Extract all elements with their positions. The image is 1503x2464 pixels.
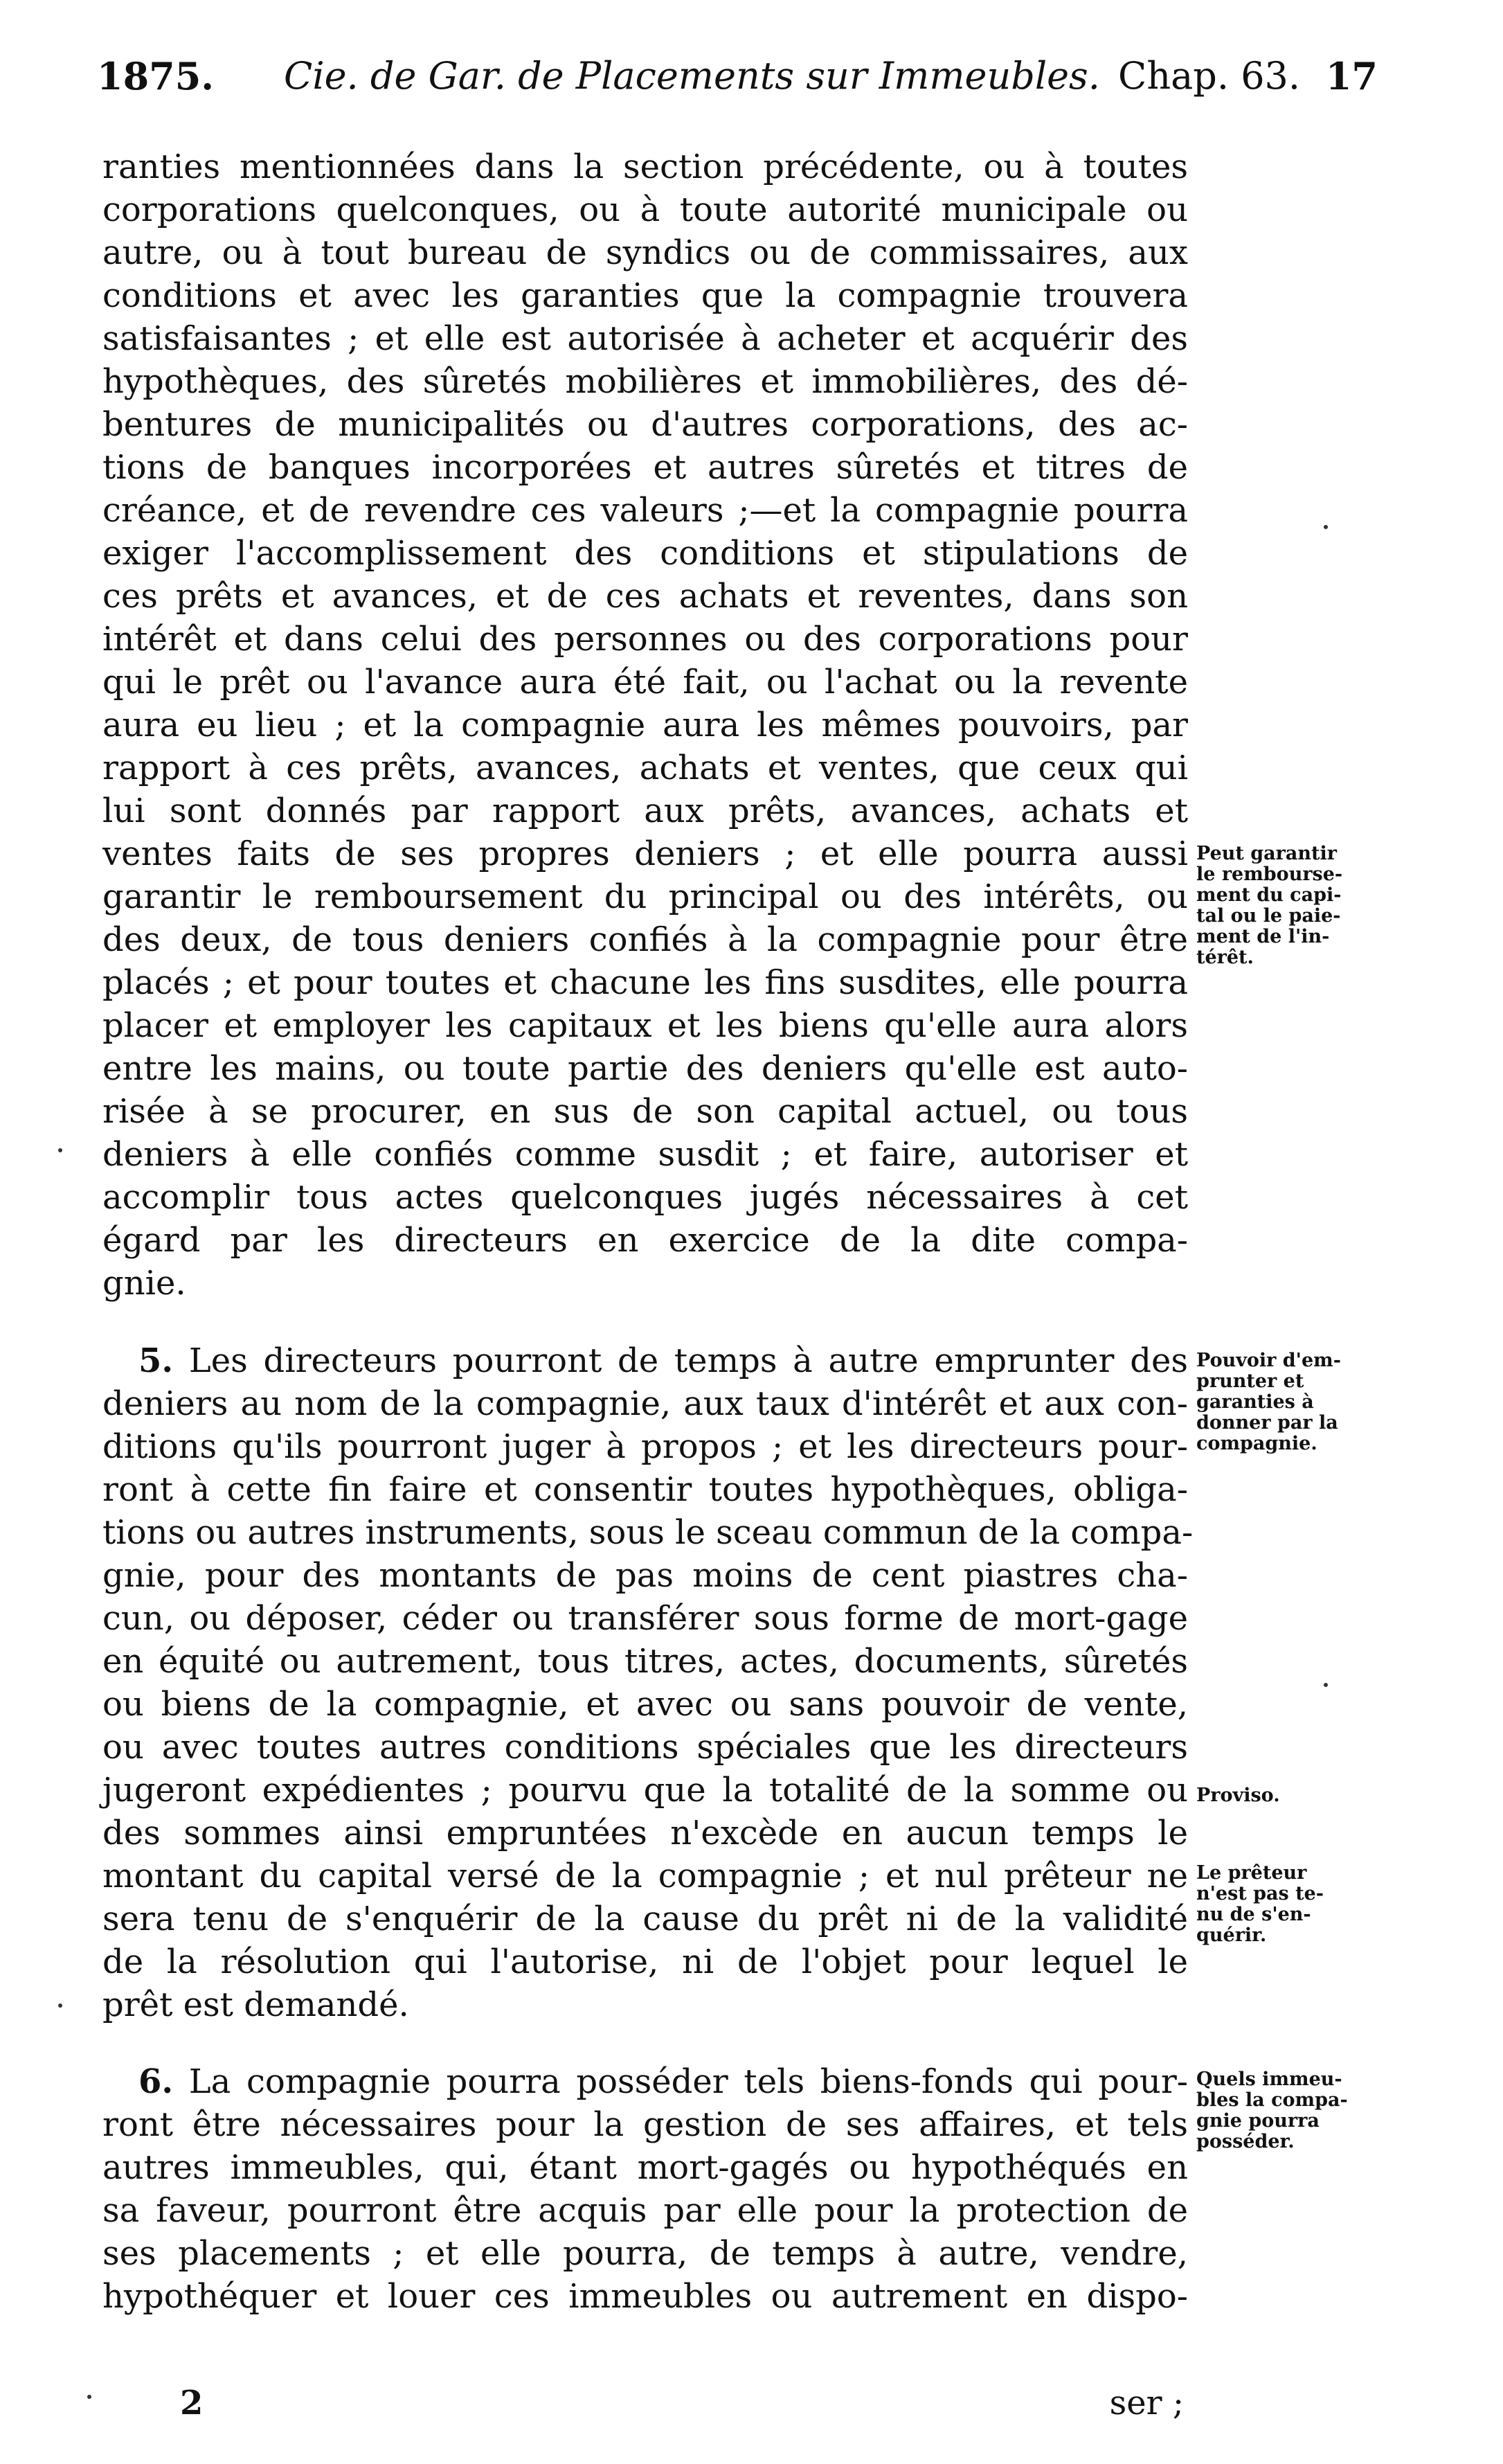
margin-note-line: compagnie. <box>1196 1433 1317 1454</box>
text-line: gnie, pour des montants de pas moins de cent piastres cha- <box>102 1556 1188 1595</box>
text-line: autre, ou à tout bureau de syndics ou de commissaires, aux <box>102 233 1188 272</box>
text-line: placés ; et pour toutes et chacune les fins susdites, elle pourra <box>102 963 1188 1002</box>
catchword: ser ; <box>1109 2384 1184 2422</box>
text-line: entre les mains, ou toute partie des deniers qu'elle est auto- <box>102 1049 1188 1088</box>
text-line: ces prêts et avances, et de ces achats et reventes, dans son <box>102 577 1188 616</box>
margin-note-line: quérir. <box>1196 1925 1267 1946</box>
margin-note-line: Pouvoir d'em- <box>1196 1350 1341 1371</box>
text-line: ront être nécessaires pour la gestion de ses affaires, et tels <box>102 2105 1188 2144</box>
text-line <box>138 1340 1188 1382</box>
margin-note-line: Quels immeu- <box>1196 2069 1342 2090</box>
page-number: 17 <box>1325 54 1378 98</box>
print-speck <box>1324 525 1328 529</box>
margin-note-line: ment de l'in- <box>1196 926 1330 947</box>
page-header <box>97 54 1378 123</box>
margin-note-proviso <box>1196 1785 1404 1806</box>
text-line: égard par les directeurs en exercice de la dite compa- <box>102 1221 1188 1260</box>
print-speck <box>87 2395 91 2399</box>
text-line: ou avec toutes autres conditions spéciales que les directeurs <box>102 1728 1188 1767</box>
margin-note-line: ment du capi- <box>1196 884 1342 906</box>
margin-note-immeubles <box>1196 2069 1404 2152</box>
text-line: jugeront expédientes ; pourvu que la totalité de la somme ou <box>102 1771 1188 1810</box>
text-line: tions de banques incorporées et autres sûretés et titres de <box>102 448 1188 487</box>
margin-note-preteur <box>1196 1863 1404 1946</box>
signature-mark: 2 <box>180 2384 204 2422</box>
text-line: placer et employer les capitaux et les biens qu'elle aura alors <box>102 1006 1188 1045</box>
margin-note-line: garanties à <box>1196 1391 1314 1413</box>
margin-note-garantir <box>1196 843 1404 968</box>
print-speck <box>1324 1683 1328 1687</box>
margin-note-line: gnie pourra <box>1196 2110 1320 2132</box>
margin-note-line: donner par la <box>1196 1412 1338 1434</box>
text-line: qui le prêt ou l'avance aura été fait, ou l'achat ou la revente <box>102 663 1188 702</box>
text-line: ventes faits de ses propres deniers ; et elle pourra aussi <box>102 834 1188 873</box>
text-line: conditions et avec les garanties que la compagnie trouvera <box>102 276 1188 315</box>
print-speck <box>58 1148 62 1152</box>
section-number: 6. <box>138 2062 174 2101</box>
text-line: exiger l'accomplissement des conditions et stipulations de <box>102 534 1188 573</box>
text-line: intérêt et dans celui des personnes ou des corporations pour <box>102 620 1188 659</box>
text-line: des deux, de tous deniers confiés à la compagnie pour être <box>102 920 1188 959</box>
text-line: corporations quelconques, ou à toute autorité municipale ou <box>102 190 1188 229</box>
text-line: en équité ou autrement, tous titres, actes, documents, sûretés <box>102 1642 1188 1681</box>
text-line: garantir le remboursement du principal ou des intérêts, ou <box>102 877 1188 916</box>
margin-note-line: posséder. <box>1196 2131 1295 2152</box>
text-line: de la résolution qui l'autorise, ni de l'objet pour lequel le <box>102 1943 1188 1981</box>
text-line: sa faveur, pourront être acquis par elle pour la protection de <box>102 2191 1188 2230</box>
text-line: des sommes ainsi empruntées n'excède en aucun temps le <box>102 1814 1188 1853</box>
text-line: cun, ou déposer, céder ou transférer sous forme de mort-gage <box>102 1599 1188 1638</box>
margin-note-line: Le prêteur <box>1196 1862 1307 1884</box>
text-line: sera tenu de s'enquérir de la cause du prêt ni de la validité <box>102 1900 1188 1938</box>
text-line: autres immeubles, qui, étant mort-gagés ou hypothéqués en <box>102 2148 1188 2187</box>
header-chapter: Chap. 63. <box>1118 54 1301 98</box>
text-line: ranties mentionnées dans la section précédente, ou à toutes <box>102 148 1188 186</box>
text-line: rapport à ces prêts, avances, achats et ventes, que ceux qui <box>102 749 1188 787</box>
text-line <box>138 2061 1188 2103</box>
text-line-content: Les directeurs pourront de temps à autre emprunter des <box>188 1341 1189 1380</box>
text-line: satisfaisantes ; et elle est autorisée à acheter et acquérir des <box>102 319 1188 358</box>
text-line: montant du capital versé de la compagnie ; et nul prêteur ne <box>102 1857 1188 1895</box>
header-title: Cie. de Gar. de Placements sur Immeubles. <box>284 54 1100 98</box>
margin-note-line: le rembourse- <box>1196 864 1343 885</box>
text-line: tions ou autres instruments, sous le sceau commun de la compa- <box>102 1513 1194 1552</box>
text-line-content: La compagnie pourra posséder tels biens-fonds qui pour- <box>188 2062 1188 2101</box>
margin-note-line: Peut garantir <box>1196 843 1337 864</box>
text-line: prêt est demandé. <box>102 1985 409 2024</box>
margin-note-line: tal ou le paie- <box>1196 905 1341 927</box>
margin-note-line: térêt. <box>1196 947 1254 968</box>
text-line: hypothéquer et louer ces immeubles ou autrement en dispo- <box>102 2277 1188 2316</box>
text-line: deniers au nom de la compagnie, aux taux d'intérêt et aux con- <box>102 1384 1188 1423</box>
margin-note-line: nu de s'en- <box>1196 1904 1311 1925</box>
margin-note-line: n'est pas te- <box>1196 1883 1324 1904</box>
text-line: hypothèques, des sûretés mobilières et immobilières, des dé- <box>102 362 1188 401</box>
header-year: 1875. <box>97 54 215 98</box>
margin-note-emprunter <box>1196 1350 1404 1454</box>
text-line: créance, et de revendre ces valeurs ;—et la compagnie pourra <box>102 491 1188 530</box>
page-footer <box>180 2384 1184 2432</box>
print-speck <box>58 2003 62 2008</box>
text-line: gnie. <box>102 1264 186 1303</box>
text-line: deniers à elle confiés comme susdit ; et faire, autoriser et <box>102 1135 1188 1174</box>
text-line: ditions qu'ils pourront juger à propos ; et les directeurs pour- <box>102 1427 1188 1466</box>
section-number: 5. <box>138 1341 174 1380</box>
text-line: bentures de municipalités ou d'autres corporations, des ac- <box>102 405 1188 444</box>
text-line: ses placements ; et elle pourra, de temps à autre, vendre, <box>102 2234 1188 2273</box>
text-line: aura eu lieu ; et la compagnie aura les mêmes pouvoirs, par <box>102 706 1188 744</box>
margin-note-line: prunter et <box>1196 1371 1304 1392</box>
text-line: risée à se procurer, en sus de son capital actuel, ou tous <box>102 1092 1188 1131</box>
text-line: ou biens de la compagnie, et avec ou sans pouvoir de vente, <box>102 1685 1188 1724</box>
text-line: ront à cette fin faire et consentir toutes hypothèques, obliga- <box>102 1470 1188 1509</box>
margin-note-line: bles la compa- <box>1196 2089 1348 2111</box>
text-line: lui sont donnés par rapport aux prêts, avances, achats et <box>102 792 1188 830</box>
text-line: accomplir tous actes quelconques jugés nécessaires à cet <box>102 1178 1188 1217</box>
margin-note-line: Proviso. <box>1196 1785 1280 1806</box>
